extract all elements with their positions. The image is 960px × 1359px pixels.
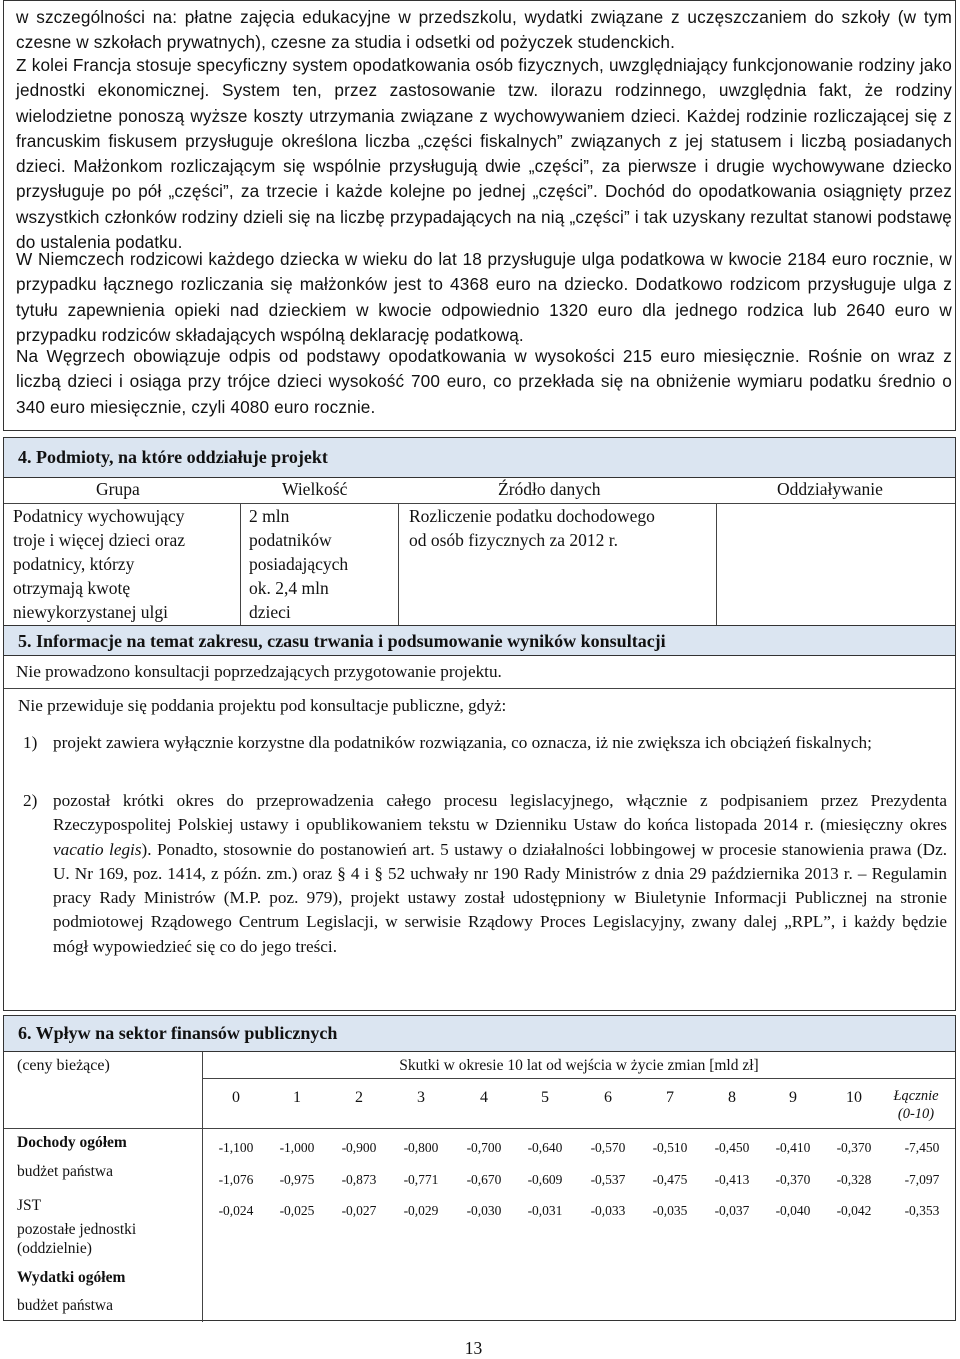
- value-cell: -1,000: [279, 1140, 315, 1155]
- year-header-3: 3: [417, 1089, 425, 1106]
- row-label: pozostałe jednostki (oddzielnie): [17, 1221, 137, 1257]
- value-cell: -0,537: [590, 1172, 626, 1187]
- year-header-1: 1: [293, 1089, 301, 1106]
- value-cell: -0,510: [652, 1140, 688, 1155]
- year-header-5: 5: [541, 1089, 549, 1106]
- value-cell: -0,035: [652, 1203, 688, 1218]
- header-zrodlo: Źródło danych: [498, 479, 601, 499]
- intro-paragraph-1: w szczególności na: płatne zajęcia edukacyjne w przedszkolu, wydatki związane z uczęszczaniem do szkoły (w tym czesne w szkołach prywatnych), czesne za studia i odsetki od pożyczek studenckich.: [16, 7, 952, 53]
- value-cell: -0,450: [714, 1140, 750, 1155]
- section-6-title: 6. Wpływ na sektor finansów publicznych: [4, 1016, 955, 1052]
- section-6-box: [3, 1015, 956, 1321]
- row-label: Dochody ogółem: [17, 1134, 127, 1151]
- value-cell: -0,640: [527, 1140, 563, 1155]
- value-cell: -0,040: [775, 1203, 811, 1218]
- year-header-8: 8: [728, 1089, 736, 1106]
- value-cell: -1,100: [218, 1140, 254, 1155]
- list-item-1: projekt zawiera wyłącznie korzystne dla podatników rozwiązania, co oznacza, iż nie zwiększa ich obciążeń fiskalnych;: [53, 733, 872, 752]
- value-cell: -0,025: [279, 1203, 315, 1218]
- value-cell: -1,076: [218, 1172, 254, 1187]
- row-label: budżet państwa: [17, 1163, 113, 1180]
- value-cell: -0,609: [527, 1172, 563, 1187]
- header-grupa: Grupa: [96, 479, 140, 499]
- value-cell: -0,975: [279, 1172, 315, 1187]
- year-header-9: 9: [789, 1089, 797, 1106]
- value-cell: -0,800: [403, 1140, 439, 1155]
- value-cell: -0,027: [341, 1203, 377, 1218]
- value-cell: -0,024: [218, 1203, 254, 1218]
- value-cell: -0,033: [590, 1203, 626, 1218]
- year-header-2: 2: [355, 1089, 363, 1106]
- value-cell: -0,037: [714, 1203, 750, 1218]
- value-cell: -0,328: [836, 1172, 872, 1187]
- intro-paragraph-germany: W Niemczech rodzicowi każdego dziecka w wieku do lat 18 przysługuje ulga podatkowa w kwocie 2184 euro rocznie, w przypadku łącznego rozliczania się małżonków jest to 4368 euro na dziecko. Dodatkowo rodzicom przysługuje ulga z tytułu zapewnienia opieki nad dzieckiem w kwocie odpowiednio 1320 euro dla jednego rodzica lub 2640 euro w przypadku rodziców składających wspólną deklarację podatkową.: [16, 249, 952, 345]
- value-cell: -0,042: [836, 1203, 872, 1218]
- list-item-2: pozostał krótki okres do przeprowadzenia całego procesu legislacyjnego, włącznie z podpisaniem przez Prezydenta Rzeczypospolitej Polskiej ustawy i opublikowaniem tekstu w Dzienniku Ustaw do końca listopada 2014 r. (miesięczny okres vacatio legis). Ponadto, stosownie do postanowień art. 5 ustawy o działalności lobbingowej w procesie stanowienia prawa (Dz. U. Nr 169, poz. 1414, z późn. zm.) oraz § 4 i § 52 uchwały nr 190 Rady Ministrów z dnia 29 października 2013 r. – Regulamin pracy Rady Ministrów (M.P. poz. 979), projekt ustawy został udostępniony w Biuletynie Informacji Publicznej na stronie podmiotowej Rządowego Centrum Legislacji, w serwisie Rządowy Proces Legislacyjny, zwany dalej „RPL”, i każdy będzie mógł wypowiedzieć się co do jego treści.: [53, 791, 947, 956]
- section-4-5-box: [3, 437, 956, 1011]
- value-cell: -0,030: [466, 1203, 502, 1218]
- total-header: Łącznie (0-10): [893, 1088, 939, 1122]
- section-4-title: 4. Podmioty, na które oddziałuje projekt: [4, 438, 955, 478]
- price-note: (ceny bieżące): [17, 1057, 110, 1074]
- value-cell: -0,900: [341, 1140, 377, 1155]
- list-number-2: 2): [23, 791, 38, 810]
- header-wielkosc: Wielkość: [282, 479, 348, 499]
- intro-text-box: [3, 0, 956, 431]
- row-label: Wydatki ogółem: [17, 1269, 126, 1286]
- cell-zrodlo: Rozliczenie podatku dochodowego od osób fizycznych za 2012 r.: [409, 506, 655, 550]
- value-cell: -7,450: [904, 1140, 940, 1155]
- year-header-4: 4: [480, 1089, 488, 1106]
- value-cell: -0,771: [403, 1172, 439, 1187]
- value-cell: -0,700: [466, 1140, 502, 1155]
- value-cell: -0,370: [836, 1140, 872, 1155]
- year-header-7: 7: [666, 1089, 674, 1106]
- cell-grupa: Podatnicy wychowujący troje i więcej dzieci oraz podatnicy, którzy otrzymają kwotę niewykorzystanej ulgi: [13, 506, 185, 622]
- value-cell: -0,475: [652, 1172, 688, 1187]
- intro-paragraph-france: Z kolei Francja stosuje specyficzny system opodatkowania osób fizycznych, uwzględniający funkcjonowanie rodziny jako jednostki ekonomicznej. System ten, przez zastosowanie tzw. ilorazu rodzinnego, uwzględnia fakt, że rodziny wielodzietne ponoszą wyższe koszty utrzymania związane z wychowywaniem dzieci. Każdej rodzinie rozliczającej się z francuskim fiskusem przysługuje określona liczba „części fiskalnych” związanych z jej statusem i liczbą posiadanych dzieci. Małżonkom rozliczającym się wspólnie przysługują dwie „części”, za pierwsze i drugie wychowywane dziecko przysługuje po pół „części”, za trzecie i każde kolejne po jednej „części”. Dochód do opodatkowania osiągnięty przez wszystkich członków rodziny dzieli się na liczbę przypadających na nią „części” i tak uzyskany rezultat stanowi podstawę do ustalenia podatku.: [16, 55, 952, 253]
- value-cell: -0,413: [714, 1172, 750, 1187]
- year-header-0: 0: [232, 1089, 240, 1106]
- section-5-line-2: Nie przewiduje się poddania projektu pod konsultacje publiczne, gdyż:: [18, 696, 507, 715]
- page-number: 13: [464, 1338, 483, 1358]
- year-header-10: 10: [846, 1089, 862, 1106]
- row-label: budżet państwa: [17, 1297, 113, 1314]
- value-cell: -0,410: [775, 1140, 811, 1155]
- value-cell: -0,670: [466, 1172, 502, 1187]
- value-cell: -0,370: [775, 1172, 811, 1187]
- effects-header: Skutki w okresie 10 lat od wejścia w życie zmian [mld zł]: [399, 1057, 759, 1074]
- intro-paragraph-hungary: Na Węgrzech obowiązuje odpis od podstawy opodatkowania w wysokości 215 euro miesięcznie. Rośnie on wraz z liczbą dzieci i osiąga przy trójce dzieci wysokość 700 euro, co przekłada się na obniżenie wymiaru podatku średnio o 340 euro miesięcznie, czyli 4080 euro rocznie.: [16, 346, 952, 417]
- section-5-line-1: Nie prowadzono konsultacji poprzedzających przygotowanie projektu.: [16, 662, 502, 681]
- year-header-6: 6: [604, 1089, 612, 1106]
- value-cell: -7,097: [904, 1172, 940, 1187]
- cell-wielkosc: 2 mln podatników posiadających ok. 2,4 mln dzieci: [249, 506, 349, 622]
- value-cell: -0,031: [527, 1203, 563, 1218]
- value-cell: -0,570: [590, 1140, 626, 1155]
- row-label: JST: [17, 1197, 42, 1214]
- value-cell: -0,873: [341, 1172, 377, 1187]
- header-oddzialywanie: Oddziaływanie: [777, 479, 883, 499]
- value-cell: -0,353: [904, 1203, 940, 1218]
- value-cell: -0,029: [403, 1203, 439, 1218]
- section-5-title: 5. Informacje na temat zakresu, czasu trwania i podsumowanie wyników konsultacji: [4, 625, 955, 656]
- list-number-1: 1): [23, 733, 38, 752]
